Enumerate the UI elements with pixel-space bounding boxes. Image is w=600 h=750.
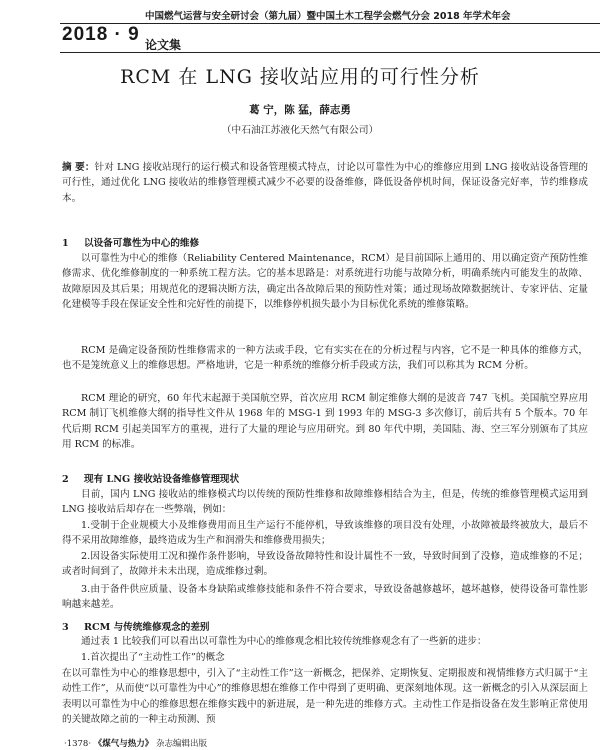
paper-title: RCM 在 LNG 接收站应用的可行性分析: [120, 66, 480, 88]
section-title: RCM 与传统维修观念的差别: [84, 622, 210, 633]
collection-label: 论文集: [145, 38, 182, 52]
list-item: 1.受制于企业规模大小及维修费用而且生产运行不能停机，导致该维修的项目没有处理，小故障被最终被放大，最后不得不采用故障维修，最终造成为生产和润滑失和维修费用损失；: [62, 520, 588, 547]
abstract: [62, 160, 588, 206]
abstract-text: 针对 LNG 接收站现行的运行模式和设备管理模式特点，讨论以可靠性为中心的维修应用到 LNG 接收站设备管理的可行性，通过优化 LNG 接收站的维修管理模式减少不必要的设备维修，降低设备停机时间，保证设备完好率，节约维修成本。: [62, 162, 588, 204]
section-number: 3: [62, 622, 69, 633]
section-title: 以设备可靠性为中心的维修: [84, 238, 200, 249]
authors: 葛 宁，陈 猛，薛志勇: [249, 104, 351, 116]
issue-year: 2018 · 9: [62, 24, 140, 45]
publisher-label: 杂志编辑出版: [155, 739, 207, 749]
paragraph: 通过表 1 比较我们可以看出以可靠性为中心的维修观念相比较传统维修观念有了一些新的进步：: [81, 636, 487, 647]
section-title: 现有 LNG 接收站设备维修管理现状: [84, 474, 240, 485]
section-heading: [62, 471, 239, 485]
paragraph: 在以可靠性为中心的维修思想中，引入了“主动性工作”这一新概念，把保养、定期恢复、定期报废和视情维修方式归属于“主动性工作”，从而使“以可靠性为中心”的维修思想在维修工作中得到了更明确、更深刻地体现。这一新概念的引入从深层面上表明以可靠性为中心的维修思想在维修实践中的新进展，是一种先进的维修方式。主动性工作是指设备在发生影响正常使用的关键故障之前的一种主动预测、预: [62, 668, 588, 725]
affiliation: （中石油江苏液化天然气有限公司）: [221, 125, 379, 136]
subheading: 1.首次提出了“主动性工作”的概念: [81, 652, 225, 663]
conference-name: 中国燃气运营与安全研讨会（第九届）暨中国土木工程学会燃气分会 2018 年学术年会: [145, 11, 511, 22]
journal-name: 《煤气与热力》: [93, 739, 154, 749]
list-item: 2.因设备实际使用工况和操作条件影响，导致设备故障特性和设计属性不一致，导致时间到了没修，造成维修的不足；或者时间到了，故障并未未出现，造成维修过剩。: [62, 551, 588, 578]
section-number: 2: [62, 474, 69, 485]
abstract-label: 摘 要：: [62, 162, 95, 173]
paragraph: RCM 是确定设备预防性维修需求的一种方法或手段，它有实实在在的分析过程与内容，它不是一种具体的维修方式，也不是笼统意义上的维修思想。严格地讲，它是一种系统的维修分析手段或方法，我们可以称其为 RCM 分析。: [62, 345, 588, 372]
paragraph: 目前，国内 LNG 接收站的维修模式均以传统的预防性维修和故障维修相结合为主，但是，传统的维修管理模式运用到 LNG 接收站后却存在一些弊端，例如：: [62, 489, 588, 516]
page-footer: [64, 737, 207, 749]
header-rule-bottom: [60, 52, 600, 53]
paragraph: RCM 理论的研究，60 年代末起源于美国航空界，首次应用 RCM 制定维修大纲的是波音 747 飞机。美国航空界应用 RCM 制订飞机维修大纲的指导性文件从 1968 年的 MSG-1 到 1993 年的 MSG-3 多次修订，前后共有 5 个版本。70 年代后期 RCM 引起美国军方的重视，进行了大量的理论与应用研究。到 80 年代中期，美国陆、海、空三军分别颁布了其应用 RCM 的标准。: [62, 393, 588, 450]
section-number: 1: [62, 238, 69, 249]
list-item: 3.由于备件供应质量、设备本身缺陷或维修技能和条件不符合要求，导致设备越修越坏，越坏越修，使得设备可靠性影响越来越差。: [62, 584, 588, 611]
section-heading: [62, 235, 199, 249]
paragraph: 以可靠性为中心的维修（Reliability Centered Maintenance，RCM）是目前国际上通用的、用以确定资产预防性维修需求、优化维修制度的一种系统工程方法。它的基本思路是：对系统进行功能与故障分析，明确系统内可能发生的故障、故障原因及其后果；用规范化的逻辑决断方法，确定出各故障后果的预防性对策；通过现场故障数据统计、专家评估、定量化建模等手段在保证安全性和完好性的前提下，以维修停机损失最小为目标优化系统的维修策略。: [62, 253, 588, 310]
header-rule-top: [60, 23, 600, 24]
page-number: ·1378·: [64, 739, 92, 749]
section-heading: [62, 619, 210, 633]
